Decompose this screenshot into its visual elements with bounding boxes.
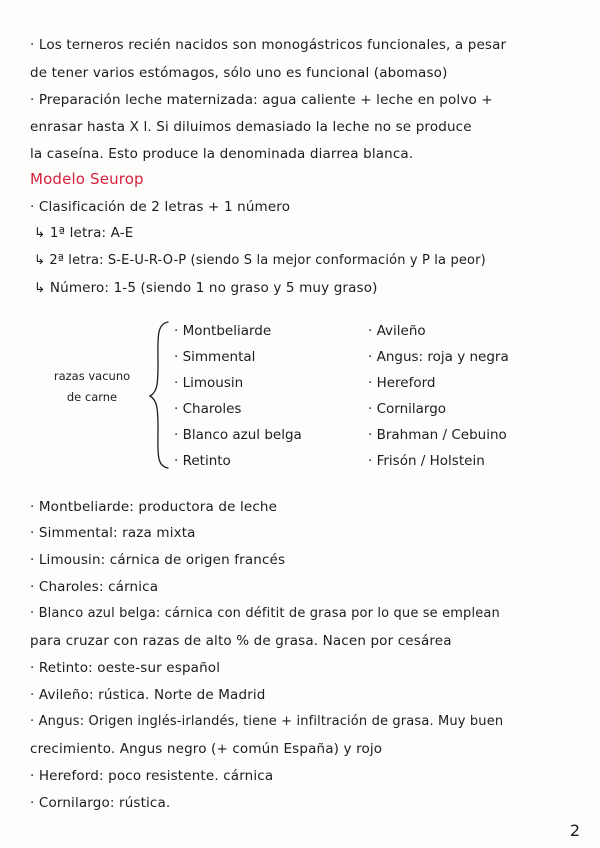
section-heading: Modelo Seurop bbox=[30, 170, 144, 188]
description-line-6: para cruzar con razas de alto % de grasa. Nacen por cesárea bbox=[30, 633, 452, 649]
description-line-12: · Cornilargo: rústica. bbox=[30, 795, 171, 811]
seurop-line-1: · Clasificación de 2 letras + 1 número bbox=[30, 199, 291, 215]
breeds-label-line-1: razas vacuno bbox=[53, 369, 131, 383]
breed-left-5: · Blanco azul belga bbox=[174, 427, 302, 443]
breed-right-2: · Angus: roja y negra bbox=[368, 349, 509, 365]
page-number: 2 bbox=[569, 821, 580, 840]
breed-left-4: · Charoles bbox=[174, 401, 242, 417]
description-line-5: · Blanco azul belga: cárnica con défitit de grasa por lo que se emplean bbox=[30, 606, 500, 621]
breed-right-3: · Hereford bbox=[368, 375, 436, 391]
description-line-2: · Simmental: raza mixta bbox=[30, 525, 196, 541]
description-line-9: · Angus: Origen inglés-irlandés, tiene + infiltración de grasa. Muy buen bbox=[30, 714, 504, 729]
intro-line-4: enrasar hasta X l. Si diluimos demasiado la leche no se produce bbox=[30, 119, 472, 135]
description-line-4: · Charoles: cárnica bbox=[30, 579, 159, 595]
seurop-line-3: ↳ 2ª letra: S-E-U-R-O-P (siendo S la mejor conformación y P la peor) bbox=[34, 253, 486, 268]
breed-right-1: · Avileño bbox=[368, 323, 426, 339]
breed-left-1: · Montbeliarde bbox=[174, 323, 272, 339]
breeds-label-line-2: de carne bbox=[66, 390, 118, 404]
description-line-7: · Retinto: oeste-sur español bbox=[30, 660, 221, 676]
breed-right-4: · Cornilargo bbox=[368, 401, 447, 417]
breed-left-3: · Limousin bbox=[174, 375, 244, 391]
breed-left-2: · Simmental bbox=[174, 349, 256, 365]
breed-right-5: · Brahman / Cebuino bbox=[368, 427, 507, 443]
breed-left-6: · Retinto bbox=[174, 453, 231, 469]
breeds-group-label bbox=[42, 366, 142, 408]
description-line-8: · Avileño: rústica. Norte de Madrid bbox=[30, 687, 266, 703]
description-line-3: · Limousin: cárnica de origen francés bbox=[30, 552, 286, 568]
intro-line-5: la caseína. Esto produce la denominada diarrea blanca. bbox=[30, 146, 414, 162]
description-line-11: · Hereford: poco resistente. cárnica bbox=[30, 768, 274, 784]
intro-line-3: · Preparación leche maternizada: agua caliente + leche en polvo + bbox=[30, 92, 493, 108]
curly-brace-icon bbox=[148, 320, 172, 470]
description-line-1: · Montbeliarde: productora de leche bbox=[30, 499, 278, 515]
intro-line-2: de tener varios estómagos, sólo uno es funcional (abomaso) bbox=[30, 65, 448, 81]
seurop-line-4: ↳ Número: 1-5 (siendo 1 no graso y 5 muy graso) bbox=[34, 280, 378, 296]
intro-line-1: · Los terneros recién nacidos son monogástricos funcionales, a pesar bbox=[30, 37, 507, 53]
description-line-10: crecimiento. Angus negro (+ común España) y rojo bbox=[30, 741, 383, 757]
breed-right-6: · Frisón / Holstein bbox=[368, 453, 485, 469]
seurop-line-2: ↳ 1ª letra: A-E bbox=[34, 225, 134, 241]
